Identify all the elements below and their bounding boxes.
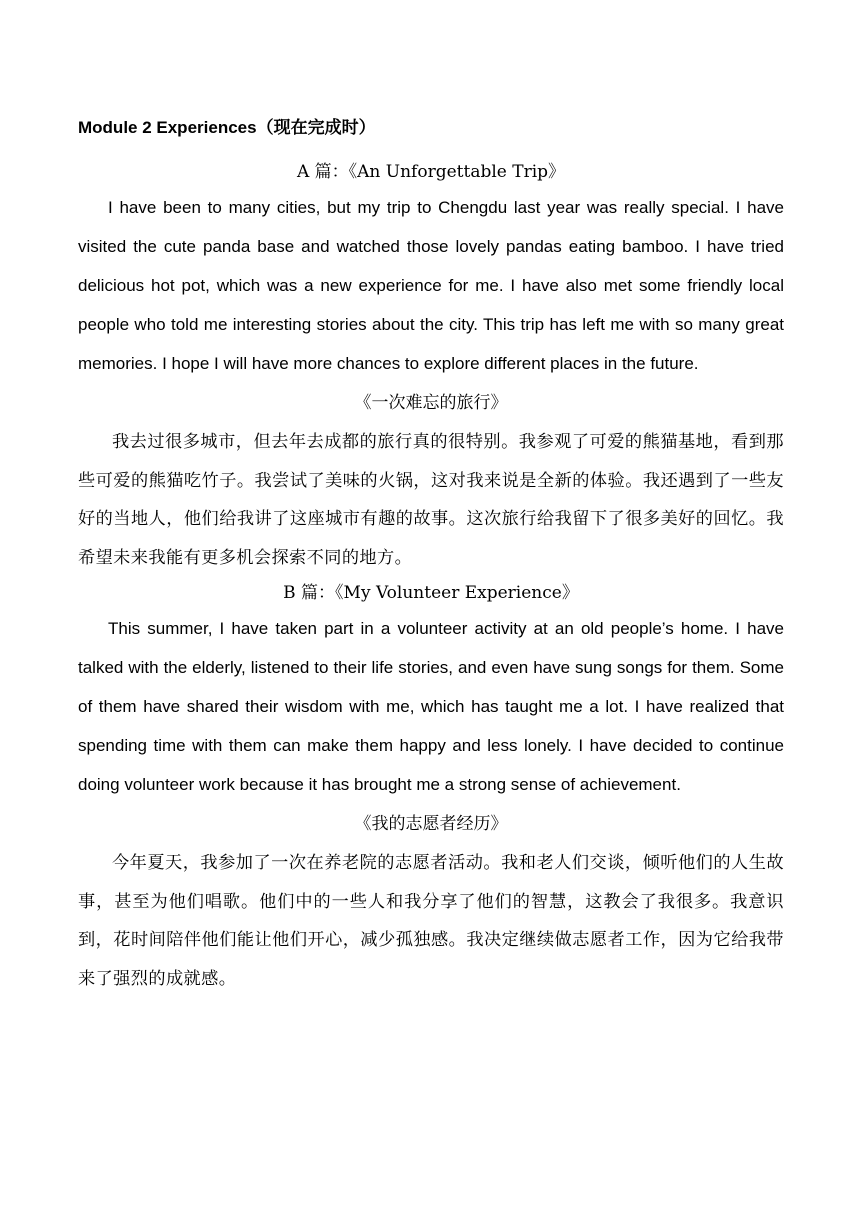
section-a-chinese-title: 《一次难忘的旅行》 [354,393,508,413]
section-a [78,156,784,577]
document-page [78,112,784,998]
section-a-english-paragraph: I have been to many cities, but my trip to Chengdu last year was really special. I have visited the cute panda base and watched those lovely pandas eating bamboo. I have tried delicious hot pot, which was a new experience for me. I have also met some friendly local people who told me interesting stories about the city. This trip has left me with so many great memories. I hope I will have more chances to explore different places in the future. [78,198,784,373]
section-b-chinese-title: 《我的志愿者经历》 [354,814,508,834]
module-title: Module 2 Experiences（现在完成时） [78,118,376,137]
section-b [78,577,784,998]
section-b-chinese-paragraph: 今年夏天，我参加了一次在养老院的志愿者活动。我和老人们交谈，倾听他们的人生故事，甚至为他们唱歌。他们中的一些人和我分享了他们的智慧，这教会了我很多。我意识到，花时间陪伴他们能让他们开心，减少孤独感。我决定继续做志愿者工作，因为它给我带来了强烈的成就感。 [78,853,784,989]
section-b-english-paragraph: This summer, I have taken part in a volunteer activity at an old people’s home. I have talked with the elderly, listened to their life stories, and even have sung songs for them. Some of them have shared their wisdom with me, which has taught me a lot. I have realized that spending time with them can make them happy and less lonely. I have decided to continue doing volunteer work because it has brought me a strong sense of achievement. [78,619,784,794]
section-a-title: A 篇：《An Unforgettable Trip》 [296,162,566,182]
section-b-title: B 篇：《My Volunteer Experience》 [283,583,579,603]
section-a-chinese-paragraph: 我去过很多城市，但去年去成都的旅行真的很特别。我参观了可爱的熊猫基地，看到那些可爱的熊猫吃竹子。我尝试了美味的火锅，这对我来说是全新的体验。我还遇到了一些友好的当地人，他们给我讲了这座城市有趣的故事。这次旅行给我留下了很多美好的回忆。我希望未来我能有更多机会探索不同的地方。 [78,432,784,568]
